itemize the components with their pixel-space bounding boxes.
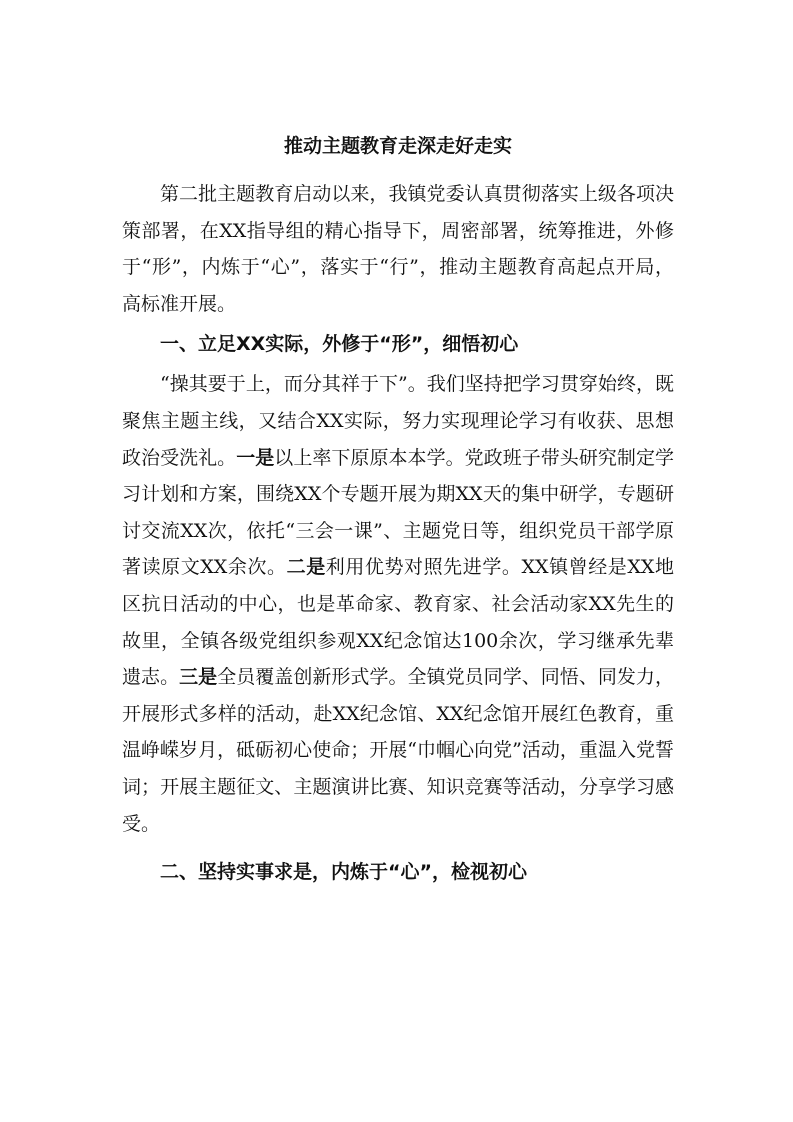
section-2-heading: 二、坚持实事求是，内炼于“心”，检视初心	[160, 861, 527, 884]
section-1-heading: 一、立足XX实际，外修于“形”，细悟初心	[160, 333, 519, 356]
document-body	[122, 124, 674, 894]
section-1-text-d: 全员覆盖创新形式学。全镇党员同学、同悟、同发力，开展形式多样的活动，赴XX纪念馆、XX纪念馆开展红色教育，重温峥嵘岁月，砥砺初心使命；开展“巾帼心向党”活动，重温入党誓词；开展主题征文、主题演讲比赛、知识竞赛等活动，分享学习感受。	[122, 666, 674, 835]
point-1-lead: 一是	[236, 446, 275, 469]
document-title: 推动主题教育走深走好走实	[283, 135, 512, 157]
section-1-text-a: “操其要于上，而分其祥于下”。我们坚持把学习贯穿始终，既聚焦主题主线，又结合XX实际，努力实现理论学习有收获、思想政治受洗礼。	[122, 373, 674, 469]
point-2-lead: 二是	[286, 556, 326, 579]
section-1-text-b: 以上率下原原本本学。党政班子带头研究制定学习计划和方案，围绕XX个专题开展为期XX天的集中研学，专题研讨交流XX次，依托“三会一课”、主题党日等，组织党员干部学原著读原文XX余次。	[122, 446, 674, 579]
point-3-lead: 三是	[179, 666, 218, 689]
section-1-paragraph	[122, 366, 674, 842]
section-1-text-c: 利用优势对照先进学。XX镇曾经是XX地区抗日活动的中心，也是革命家、教育家、社会活动家XX先生的故里，全镇各级党组织参观XX纪念馆达100余次，学习继承先辈遗志。	[122, 556, 674, 689]
intro-paragraph: 第二批主题教育启动以来，我镇党委认真贯彻落实上级各项决策部署，在XX指导组的精心指导下，周密部署，统筹推进，外修于“形”，内炼于“心”，落实于“行”，推动主题教育高起点开局，高标准开展。	[122, 183, 674, 315]
